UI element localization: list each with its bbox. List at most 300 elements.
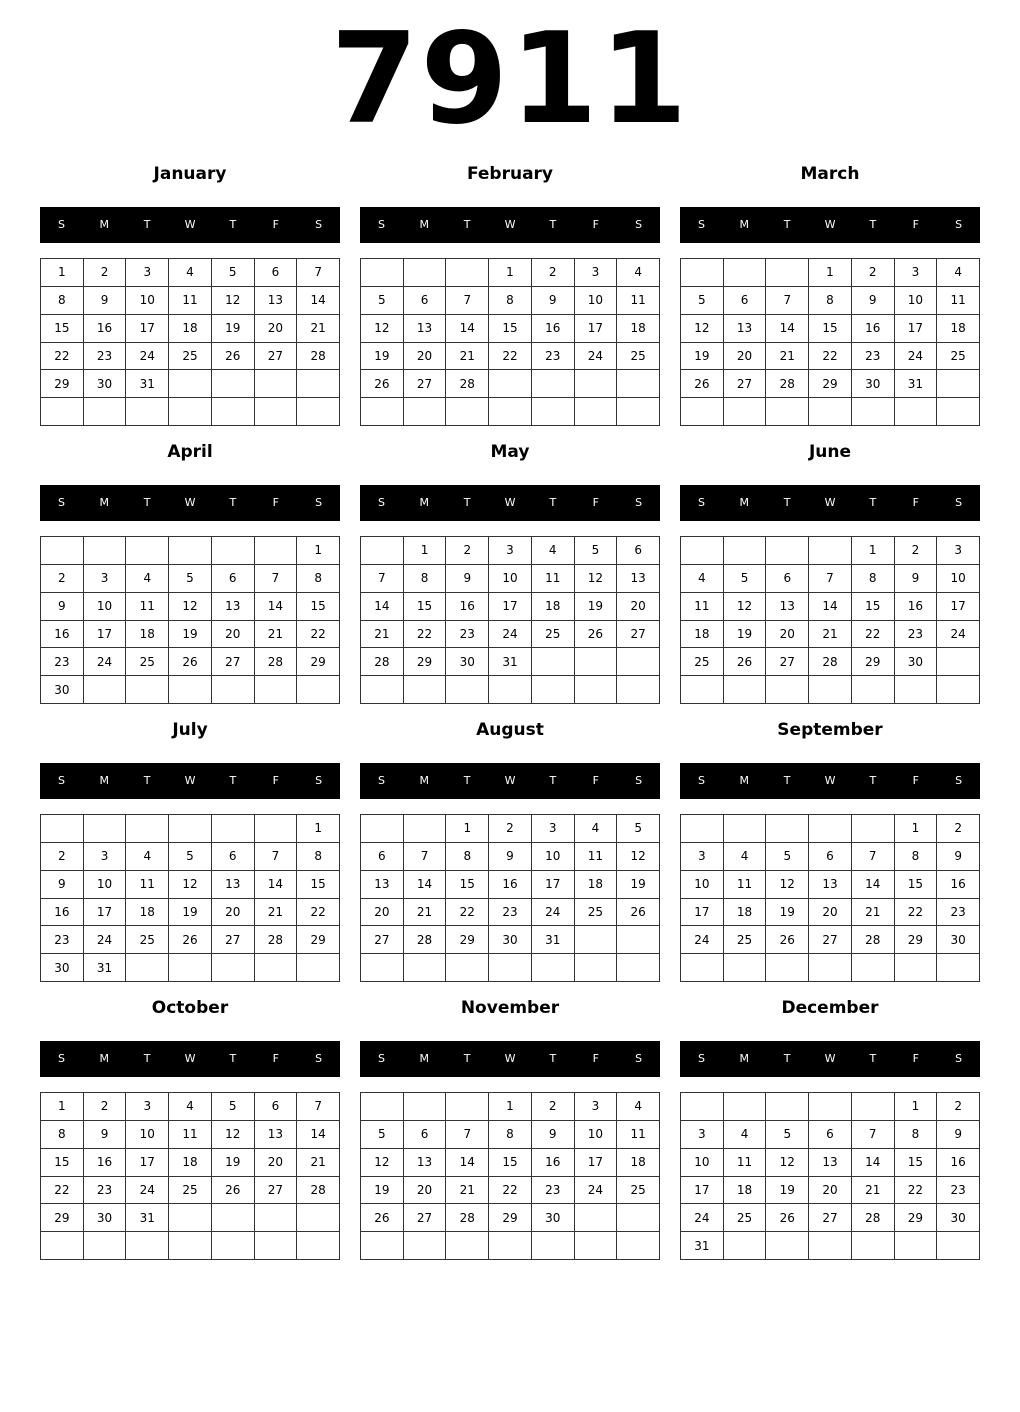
day-grid <box>360 536 660 704</box>
day-cell: 24 <box>937 621 980 649</box>
weekday-label: T <box>143 1052 151 1065</box>
day-cell: 31 <box>532 926 575 954</box>
month-name: September <box>777 720 883 740</box>
day-cell: 16 <box>532 315 575 343</box>
day-cell: 5 <box>681 287 724 315</box>
day-cell: 8 <box>489 287 532 315</box>
day-cell <box>404 815 447 843</box>
weekday-label: T <box>229 774 237 787</box>
day-cell: 25 <box>937 343 980 371</box>
day-cell <box>724 398 767 426</box>
day-cell: 5 <box>361 1121 404 1149</box>
day-cell: 16 <box>852 315 895 343</box>
day-cell <box>404 954 447 982</box>
day-cell <box>446 1093 489 1121</box>
day-cell: 7 <box>255 565 298 593</box>
day-cell <box>575 954 618 982</box>
day-cell: 7 <box>404 843 447 871</box>
day-cell: 21 <box>852 1177 895 1205</box>
day-cell <box>297 1204 340 1232</box>
day-cell <box>617 926 660 954</box>
day-cell <box>617 954 660 982</box>
month-name: May <box>490 442 530 462</box>
day-cell: 25 <box>724 926 767 954</box>
day-cell <box>404 1232 447 1260</box>
day-cell: 26 <box>212 343 255 371</box>
day-cell: 22 <box>41 343 84 371</box>
day-cell: 11 <box>169 287 212 315</box>
weekday-label: T <box>869 496 877 509</box>
day-cell: 21 <box>809 621 852 649</box>
day-cell: 27 <box>766 648 809 676</box>
weekday-label: W <box>184 774 196 787</box>
day-cell <box>724 1093 767 1121</box>
weekday-label: M <box>739 218 750 231</box>
day-cell: 17 <box>84 621 127 649</box>
day-cell: 13 <box>809 871 852 899</box>
day-cell: 5 <box>766 843 809 871</box>
day-cell <box>84 815 127 843</box>
day-cell: 3 <box>489 537 532 565</box>
day-cell: 4 <box>617 1093 660 1121</box>
day-cell: 27 <box>255 1177 298 1205</box>
day-cell: 7 <box>446 1121 489 1149</box>
day-cell <box>255 1204 298 1232</box>
month-name: June <box>808 442 852 462</box>
day-cell <box>852 398 895 426</box>
weekday-label: M <box>99 218 110 231</box>
day-cell <box>41 537 84 565</box>
weekday-label: T <box>229 1052 237 1065</box>
day-cell <box>724 954 767 982</box>
day-cell: 19 <box>766 1177 809 1205</box>
day-cell: 10 <box>126 1121 169 1149</box>
day-cell: 20 <box>212 899 255 927</box>
day-cell: 5 <box>617 815 660 843</box>
day-cell: 10 <box>937 565 980 593</box>
day-cell: 25 <box>575 899 618 927</box>
day-cell: 15 <box>895 1149 938 1177</box>
day-cell: 9 <box>532 287 575 315</box>
day-cell: 22 <box>446 899 489 927</box>
weekday-header <box>40 207 340 243</box>
day-cell <box>361 815 404 843</box>
day-cell: 12 <box>169 871 212 899</box>
day-cell: 18 <box>126 899 169 927</box>
day-cell: 20 <box>361 899 404 927</box>
day-cell <box>41 398 84 426</box>
weekday-label: F <box>912 1052 919 1065</box>
day-cell <box>852 1232 895 1260</box>
day-cell: 15 <box>446 871 489 899</box>
day-cell: 19 <box>617 871 660 899</box>
weekday-label: S <box>57 218 65 231</box>
day-cell: 1 <box>297 815 340 843</box>
day-cell: 3 <box>575 1093 618 1121</box>
day-cell: 25 <box>617 1177 660 1205</box>
day-cell: 7 <box>297 1093 340 1121</box>
day-cell: 14 <box>361 593 404 621</box>
day-cell: 15 <box>489 1149 532 1177</box>
day-cell: 23 <box>852 343 895 371</box>
day-cell: 26 <box>212 1177 255 1205</box>
day-cell: 23 <box>84 1177 127 1205</box>
day-cell: 5 <box>169 565 212 593</box>
day-cell: 3 <box>126 1093 169 1121</box>
day-cell: 26 <box>617 899 660 927</box>
weekday-label: F <box>912 218 919 231</box>
day-cell <box>404 259 447 287</box>
day-cell: 21 <box>404 899 447 927</box>
day-cell: 12 <box>361 1149 404 1177</box>
day-cell: 4 <box>169 259 212 287</box>
day-cell: 2 <box>895 537 938 565</box>
day-cell <box>724 815 767 843</box>
day-cell: 24 <box>575 343 618 371</box>
weekday-label: F <box>272 774 279 787</box>
day-cell: 2 <box>532 259 575 287</box>
day-cell: 12 <box>212 287 255 315</box>
day-cell: 28 <box>809 648 852 676</box>
day-cell: 9 <box>84 287 127 315</box>
day-cell <box>724 259 767 287</box>
day-grid <box>360 814 660 982</box>
day-cell: 3 <box>681 1121 724 1149</box>
day-cell: 23 <box>895 621 938 649</box>
day-cell: 26 <box>681 370 724 398</box>
day-cell: 22 <box>297 899 340 927</box>
day-cell: 21 <box>446 343 489 371</box>
weekday-label: M <box>739 496 750 509</box>
day-cell: 4 <box>126 565 169 593</box>
day-cell: 9 <box>532 1121 575 1149</box>
day-cell: 19 <box>681 343 724 371</box>
day-cell: 12 <box>361 315 404 343</box>
day-cell: 8 <box>446 843 489 871</box>
weekday-label: S <box>635 1052 643 1065</box>
weekday-header <box>360 207 660 243</box>
day-cell <box>532 398 575 426</box>
day-cell: 17 <box>126 1149 169 1177</box>
weekday-label: S <box>377 218 385 231</box>
day-cell: 2 <box>937 815 980 843</box>
day-cell: 10 <box>489 565 532 593</box>
day-cell: 5 <box>169 843 212 871</box>
weekday-label: T <box>783 1052 791 1065</box>
day-cell: 27 <box>212 926 255 954</box>
weekday-label: T <box>463 496 471 509</box>
day-cell: 6 <box>809 1121 852 1149</box>
day-cell: 21 <box>255 899 298 927</box>
weekday-label: T <box>549 1052 557 1065</box>
day-cell: 21 <box>297 1149 340 1177</box>
day-cell: 29 <box>297 648 340 676</box>
day-cell <box>937 676 980 704</box>
day-cell <box>361 537 404 565</box>
day-cell <box>84 676 127 704</box>
day-cell: 2 <box>532 1093 575 1121</box>
day-cell: 15 <box>41 1149 84 1177</box>
weekday-label: S <box>697 218 705 231</box>
day-cell <box>489 1232 532 1260</box>
day-cell: 18 <box>169 315 212 343</box>
day-cell: 12 <box>681 315 724 343</box>
day-cell: 21 <box>766 343 809 371</box>
day-cell <box>169 1232 212 1260</box>
day-cell: 4 <box>126 843 169 871</box>
weekday-label: M <box>419 774 430 787</box>
day-cell: 24 <box>489 621 532 649</box>
day-cell: 7 <box>361 565 404 593</box>
weekday-label: S <box>635 774 643 787</box>
day-cell: 13 <box>617 565 660 593</box>
day-cell: 16 <box>489 871 532 899</box>
day-cell: 16 <box>895 593 938 621</box>
day-cell: 23 <box>446 621 489 649</box>
day-cell: 17 <box>895 315 938 343</box>
day-cell: 28 <box>404 926 447 954</box>
day-cell: 24 <box>895 343 938 371</box>
weekday-label: W <box>504 1052 516 1065</box>
weekday-label: F <box>272 496 279 509</box>
day-cell: 13 <box>361 871 404 899</box>
day-cell <box>126 676 169 704</box>
day-cell <box>361 1093 404 1121</box>
day-cell: 10 <box>681 871 724 899</box>
day-cell: 4 <box>617 259 660 287</box>
weekday-label: S <box>955 218 963 231</box>
day-cell <box>361 259 404 287</box>
day-cell: 20 <box>255 315 298 343</box>
day-cell: 9 <box>41 871 84 899</box>
day-cell: 2 <box>41 843 84 871</box>
day-cell <box>297 676 340 704</box>
day-cell: 4 <box>575 815 618 843</box>
day-cell: 4 <box>724 1121 767 1149</box>
day-cell: 4 <box>169 1093 212 1121</box>
day-cell <box>532 648 575 676</box>
day-cell: 28 <box>852 1204 895 1232</box>
day-cell: 14 <box>446 1149 489 1177</box>
day-cell: 22 <box>852 621 895 649</box>
day-cell: 13 <box>212 593 255 621</box>
day-cell: 17 <box>681 1177 724 1205</box>
day-cell <box>852 954 895 982</box>
day-cell: 25 <box>681 648 724 676</box>
day-cell: 3 <box>575 259 618 287</box>
weekday-label: T <box>549 774 557 787</box>
weekday-label: F <box>592 774 599 787</box>
weekday-label: F <box>272 1052 279 1065</box>
day-cell: 22 <box>41 1177 84 1205</box>
day-cell: 9 <box>937 1121 980 1149</box>
day-cell <box>895 676 938 704</box>
weekday-header <box>680 485 980 521</box>
day-cell: 10 <box>681 1149 724 1177</box>
day-cell: 27 <box>255 343 298 371</box>
day-cell: 13 <box>255 287 298 315</box>
day-cell <box>809 1093 852 1121</box>
day-cell <box>297 954 340 982</box>
day-cell <box>575 676 618 704</box>
day-cell: 6 <box>724 287 767 315</box>
day-cell: 25 <box>126 648 169 676</box>
weekday-label: W <box>504 218 516 231</box>
day-cell: 30 <box>852 370 895 398</box>
day-cell: 25 <box>617 343 660 371</box>
weekday-label: S <box>955 1052 963 1065</box>
weekday-label: W <box>184 218 196 231</box>
day-cell <box>169 676 212 704</box>
weekday-header <box>40 763 340 799</box>
day-cell: 18 <box>575 871 618 899</box>
day-cell: 23 <box>41 648 84 676</box>
day-cell: 24 <box>681 1204 724 1232</box>
day-cell: 20 <box>809 1177 852 1205</box>
day-cell <box>169 398 212 426</box>
day-cell: 19 <box>724 621 767 649</box>
month-name: August <box>476 720 544 740</box>
day-cell <box>255 398 298 426</box>
day-cell <box>404 398 447 426</box>
day-cell <box>766 537 809 565</box>
day-cell: 7 <box>297 259 340 287</box>
day-cell: 26 <box>575 621 618 649</box>
day-cell <box>446 259 489 287</box>
day-cell: 27 <box>404 370 447 398</box>
day-cell: 12 <box>724 593 767 621</box>
day-cell <box>361 1232 404 1260</box>
day-cell: 11 <box>575 843 618 871</box>
day-cell: 19 <box>361 1177 404 1205</box>
weekday-label: T <box>143 218 151 231</box>
weekday-label: T <box>463 1052 471 1065</box>
weekday-label: S <box>57 774 65 787</box>
day-cell <box>169 954 212 982</box>
day-cell: 20 <box>255 1149 298 1177</box>
day-cell <box>169 815 212 843</box>
day-cell: 13 <box>404 315 447 343</box>
day-cell: 3 <box>84 843 127 871</box>
day-cell: 26 <box>766 1204 809 1232</box>
day-cell: 1 <box>41 259 84 287</box>
day-cell <box>617 1232 660 1260</box>
day-cell <box>212 398 255 426</box>
day-cell: 20 <box>809 899 852 927</box>
day-cell: 15 <box>404 593 447 621</box>
day-cell: 19 <box>169 621 212 649</box>
day-cell: 26 <box>361 370 404 398</box>
day-cell <box>446 1232 489 1260</box>
day-cell: 13 <box>809 1149 852 1177</box>
month-name: April <box>167 442 213 462</box>
day-cell: 22 <box>489 1177 532 1205</box>
day-cell: 27 <box>724 370 767 398</box>
day-cell <box>766 954 809 982</box>
day-cell: 8 <box>852 565 895 593</box>
day-cell: 18 <box>681 621 724 649</box>
day-cell: 29 <box>809 370 852 398</box>
day-cell: 5 <box>575 537 618 565</box>
day-cell <box>489 370 532 398</box>
day-cell <box>255 370 298 398</box>
day-cell: 17 <box>937 593 980 621</box>
day-cell <box>809 954 852 982</box>
weekday-label: F <box>592 496 599 509</box>
day-cell: 28 <box>361 648 404 676</box>
day-cell: 22 <box>809 343 852 371</box>
day-cell: 1 <box>297 537 340 565</box>
day-cell: 14 <box>852 1149 895 1177</box>
day-cell: 6 <box>809 843 852 871</box>
weekday-label: S <box>955 496 963 509</box>
day-cell: 5 <box>361 287 404 315</box>
day-grid <box>40 258 340 426</box>
day-cell: 26 <box>724 648 767 676</box>
day-cell: 10 <box>126 287 169 315</box>
day-cell <box>532 954 575 982</box>
day-cell <box>41 1232 84 1260</box>
day-cell: 17 <box>575 315 618 343</box>
day-cell <box>297 1232 340 1260</box>
day-cell: 4 <box>724 843 767 871</box>
day-cell: 30 <box>41 676 84 704</box>
day-cell <box>446 954 489 982</box>
day-cell <box>169 537 212 565</box>
day-cell: 9 <box>895 565 938 593</box>
day-cell: 6 <box>766 565 809 593</box>
day-cell: 31 <box>895 370 938 398</box>
day-cell: 27 <box>361 926 404 954</box>
day-cell <box>937 398 980 426</box>
day-cell <box>404 676 447 704</box>
day-cell: 11 <box>617 287 660 315</box>
day-cell <box>681 815 724 843</box>
day-cell: 10 <box>895 287 938 315</box>
day-grid <box>680 814 980 982</box>
day-cell <box>724 676 767 704</box>
day-cell: 24 <box>126 343 169 371</box>
day-cell <box>766 815 809 843</box>
day-cell: 15 <box>489 315 532 343</box>
day-cell <box>126 398 169 426</box>
day-cell: 7 <box>852 843 895 871</box>
day-cell: 20 <box>617 593 660 621</box>
day-cell: 8 <box>297 565 340 593</box>
day-cell: 4 <box>532 537 575 565</box>
day-cell <box>575 926 618 954</box>
day-cell: 16 <box>84 1149 127 1177</box>
day-cell: 17 <box>126 315 169 343</box>
day-cell: 8 <box>489 1121 532 1149</box>
day-cell: 19 <box>361 343 404 371</box>
day-cell: 1 <box>895 1093 938 1121</box>
day-cell <box>489 398 532 426</box>
day-cell: 30 <box>41 954 84 982</box>
day-cell <box>724 1232 767 1260</box>
day-cell: 11 <box>724 1149 767 1177</box>
month-name: January <box>153 164 227 184</box>
day-cell: 1 <box>41 1093 84 1121</box>
weekday-header <box>680 763 980 799</box>
weekday-header <box>40 485 340 521</box>
month-name: July <box>172 720 208 740</box>
day-cell: 23 <box>937 1177 980 1205</box>
day-cell: 23 <box>532 343 575 371</box>
day-cell: 17 <box>575 1149 618 1177</box>
weekday-label: M <box>99 774 110 787</box>
day-cell: 16 <box>41 899 84 927</box>
